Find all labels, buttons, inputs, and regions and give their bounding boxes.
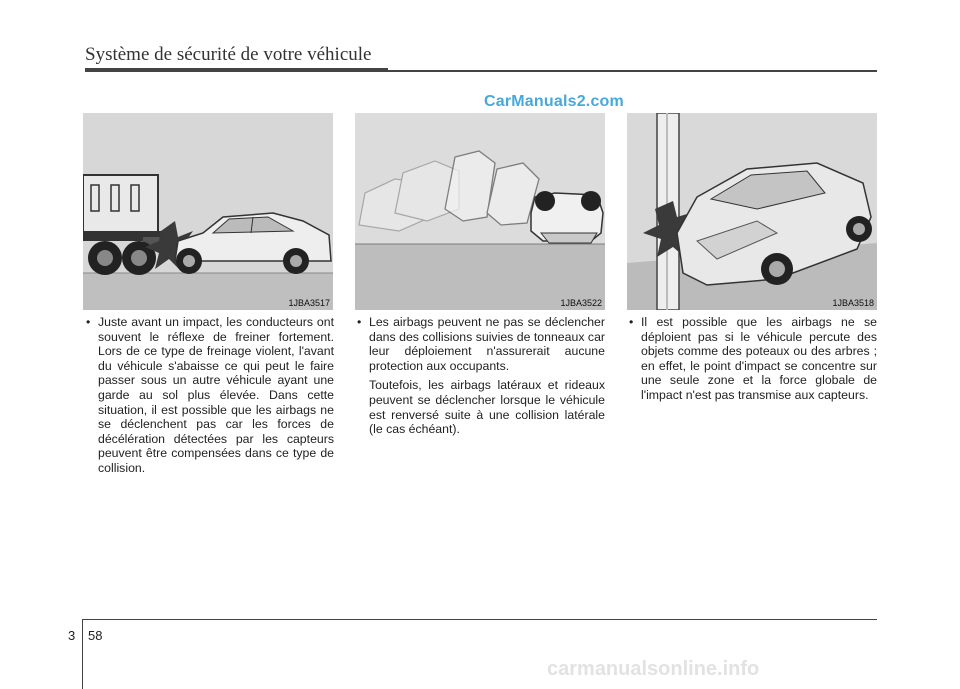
column-1 (84, 315, 334, 476)
bullet-text: Il est possible que les airbags ne se déploient pas si le véhicule percute des objets comme des poteaux ou des arbres ; en effet, le point d'impact se concentre sur une seule zone et la force globale de l'impact n'est pas transmise aux capteurs. (641, 315, 877, 402)
page-header-title: Système de sécurité de votre véhicule (85, 44, 372, 65)
figure-code: 1JBA3517 (288, 298, 330, 308)
paragraph-text: Toutefois, les airbags latéraux et rideaux peuvent se déclencher lorsque le véhicule est renversé suite à une collision latérale (le cas échéant). (369, 378, 605, 437)
bullet-dot-icon: • (629, 315, 634, 329)
bullet-dot-icon: • (357, 315, 362, 329)
footer-horizontal-rule (82, 619, 877, 620)
page-chapter: 3 (68, 628, 76, 643)
column-3 (627, 315, 877, 403)
figure-code: 1JBA3518 (832, 298, 874, 308)
car-rollover-illustration (355, 113, 605, 310)
figure-car-rollover (355, 113, 605, 310)
bullet-item (627, 315, 877, 403)
watermark-bottom: carmanualsonline.info (547, 658, 760, 680)
column-2 (355, 315, 605, 437)
header-rule-thin (388, 70, 877, 72)
bullet-item (355, 315, 605, 373)
car-hits-pole-illustration (627, 113, 877, 310)
car-under-truck-illustration (83, 113, 333, 310)
footer-vertical-rule (82, 619, 83, 689)
bullet-text: Juste avant un impact, les conducteurs ont souvent le réflexe de freiner fortement. Lors de ce type de freinage violent, l'avant du véhicule s'abaisse ce qui peut le faire passer sous un autre véhicule ayant une garde au sol plus élevée. Dans cette situation, il est possible que les airbags ne se déclenchent pas car les forces de décélération détectées par les capteurs peuvent être compensées dans ce type de collision. (98, 315, 334, 475)
bullet-item (84, 315, 334, 476)
watermark-top[interactable]: CarManuals2.com (484, 93, 624, 110)
figure-code: 1JBA3522 (560, 298, 602, 308)
figure-car-under-truck (83, 113, 333, 310)
bullet-dot-icon: • (86, 315, 91, 329)
bullet-text: Les airbags peuvent ne pas se déclencher dans des collisions suivies de tonneaux car leur déploiement n'assurerait aucune protection aux occupants. (369, 315, 605, 373)
page-number: 58 (88, 628, 103, 643)
header-rule-thick (85, 68, 388, 72)
figure-car-hits-pole (627, 113, 877, 310)
